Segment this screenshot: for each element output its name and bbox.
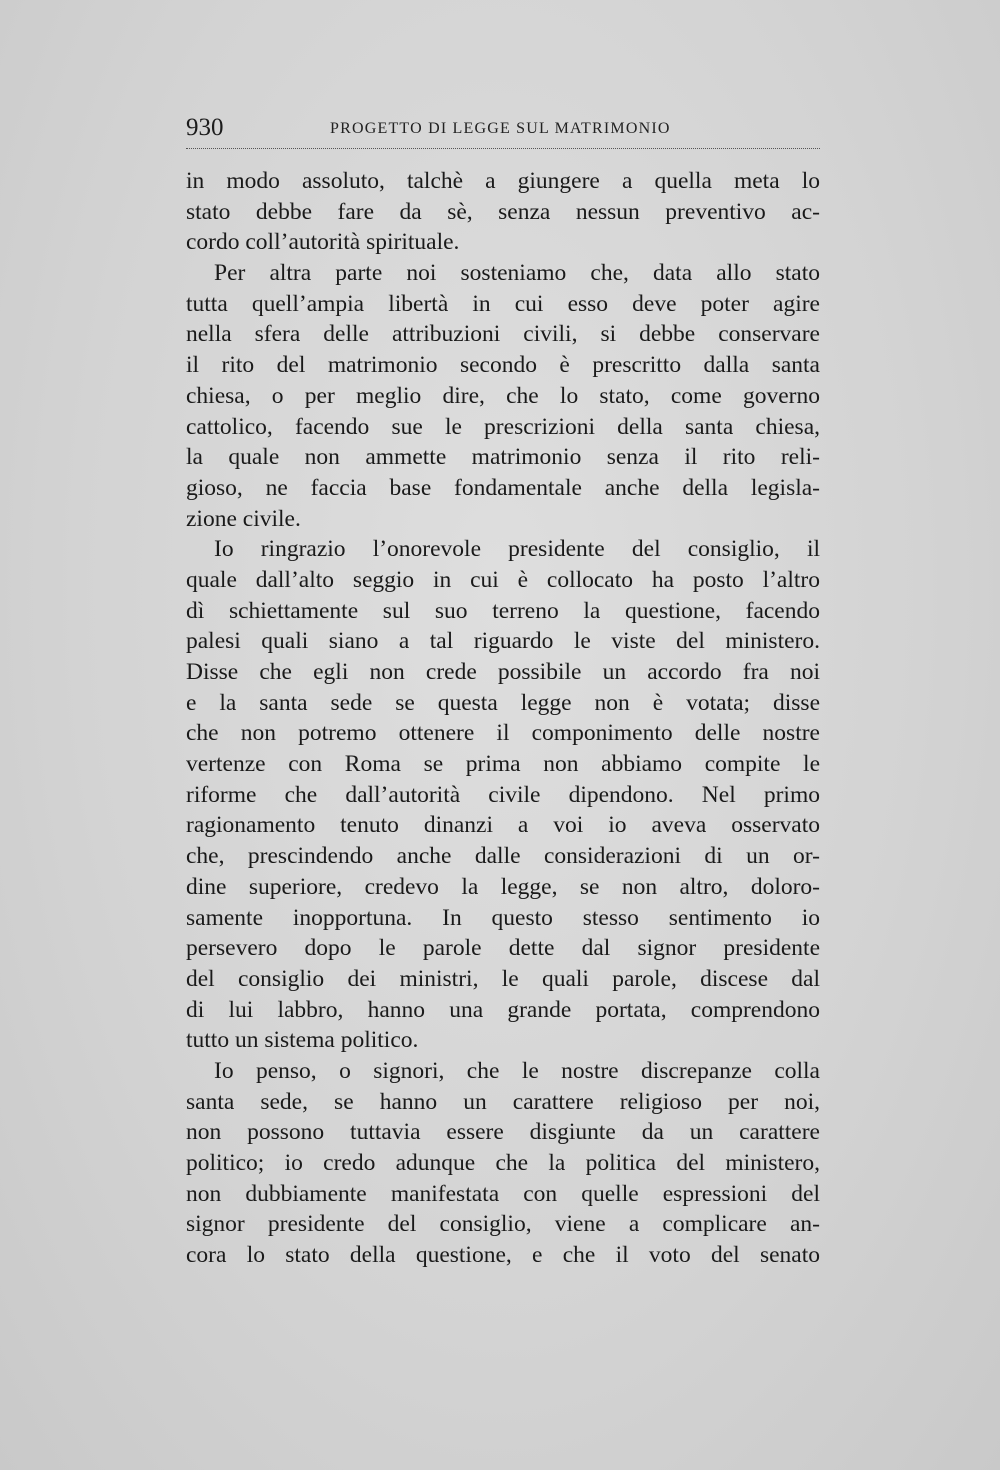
text-line: dine superiore, credevo la legge, se non altro, doloro-	[186, 873, 820, 900]
text-line: stato debbe fare da sè, senza nessun preventivo ac-	[186, 198, 820, 225]
running-title: PROGETTO DI LEGGE SUL MATRIMONIO	[330, 120, 671, 137]
running-head	[186, 108, 820, 149]
paragraph-start-line: Io ringrazio l’onorevole presidente del consiglio, il	[214, 536, 820, 563]
body-text	[186, 166, 820, 1271]
text-line: ragionamento tenuto dinanzi a voi io aveva osservato	[186, 812, 820, 839]
paragraph-start-line: Per altra parte noi sosteniamo che, data allo stato	[214, 260, 820, 287]
text-line: Disse che egli non crede possibile un accordo fra noi	[186, 659, 820, 685]
text-line: persevero dopo le parole dette dal signor presidente	[186, 935, 820, 962]
paragraph-start-line: Io penso, o signori, che le nostre discrepanze colla	[214, 1057, 820, 1084]
text-line: zione civile.	[186, 505, 301, 532]
text-line: non dubbiamente manifestata con quelle espressioni del	[186, 1180, 820, 1207]
text-line: di lui labbro, hanno una grande portata, comprendono	[186, 996, 820, 1023]
text-line: riforme che dall’autorità civile dipendono. Nel primo	[186, 781, 820, 808]
text-line: non possono tuttavia essere disgiunte da un carattere	[186, 1119, 820, 1146]
text-line: tutto un sistema politico.	[186, 1027, 419, 1054]
text-line: tutta quell’ampia libertà in cui esso deve poter agire	[186, 290, 820, 317]
text-line: santa sede, se hanno un carattere religioso per noi,	[186, 1088, 820, 1115]
text-line: dì schiettamente sul suo terreno la questione, facendo	[186, 597, 820, 624]
text-line: cordo coll’autorità spirituale.	[186, 229, 460, 256]
text-line: cora lo stato della questione, e che il voto del senato	[186, 1242, 820, 1269]
text-line: signor presidente del consiglio, viene a complicare an-	[186, 1211, 820, 1238]
text-line: cattolico, facendo sue le prescrizioni della santa chiesa,	[186, 413, 820, 440]
text-line: vertenze con Roma se prima non abbiamo compite le	[186, 751, 820, 778]
text-line: che, prescindendo anche dalle considerazioni di un or-	[186, 843, 820, 870]
text-line: samente inopportuna. In questo stesso sentimento io	[186, 904, 820, 931]
text-line: gioso, ne faccia base fondamentale anche della legisla-	[186, 474, 820, 501]
text-line: e la santa sede se questa legge non è votata; disse	[186, 689, 820, 716]
text-line: la quale non ammette matrimonio senza il rito reli-	[186, 444, 820, 471]
text-line: in modo assoluto, talchè a giungere a quella meta lo	[186, 168, 820, 194]
text-line: politico; io credo adunque che la politica del ministero,	[186, 1150, 820, 1176]
text-line: del consiglio dei ministri, le quali parole, discese dal	[186, 965, 820, 992]
text-line: palesi quali siano a tal riguardo le viste del ministero.	[186, 628, 820, 655]
text-line: chiesa, o per meglio dire, che lo stato, come governo	[186, 382, 820, 409]
text-line: il rito del matrimonio secondo è prescritto dalla santa	[186, 352, 820, 379]
page-number: 930	[186, 114, 224, 141]
text-line: quale dall’alto seggio in cui è collocato ha posto l’altro	[186, 566, 820, 593]
text-line: nella sfera delle attribuzioni civili, si debbe conservare	[186, 321, 820, 348]
text-line: che non potremo ottenere il componimento delle nostre	[186, 720, 820, 747]
